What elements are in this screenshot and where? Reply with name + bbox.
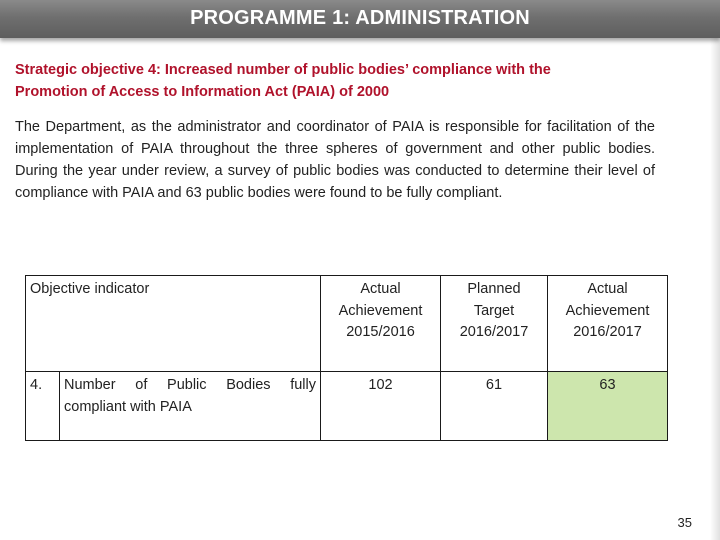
row-indicator: Number of Public Bodies fully compliant with PAIA xyxy=(60,372,321,441)
edge-shadow xyxy=(710,38,720,540)
row-actual-2016-2017: 63 xyxy=(548,372,668,441)
row-actual-2015-2016: 102 xyxy=(321,372,441,441)
objective-line-1: Strategic objective 4: Increased number of public bodies’ compliance with the xyxy=(15,62,551,78)
page-number: 35 xyxy=(677,515,692,530)
table-header-row xyxy=(26,276,668,372)
row-planned-2016-2017: 61 xyxy=(441,372,548,441)
header-bar xyxy=(0,0,720,38)
header-actual-2016-2017: Actual Achievement 2016/2017 xyxy=(548,276,668,372)
row-number: 4. xyxy=(26,372,60,441)
header-objective-indicator: Objective indicator xyxy=(26,276,321,372)
header-planned-2016-2017: Planned Target 2016/2017 xyxy=(441,276,548,372)
body-paragraph: The Department, as the administrator and coordinator of PAIA is responsible for facilitation of the implementation of PAIA throughout the three spheres of government and other public bodies. During the year under review, a survey of public bodies was conducted to determine their level of compliance with PAIA and 63 public bodies were found to be fully compliant. xyxy=(15,119,655,201)
performance-table xyxy=(25,275,668,441)
header-actual-2015-2016: Actual Achievement 2015/2016 xyxy=(321,276,441,372)
objective-line-2: Promotion of Access to Information Act (PAIA) of 2000 xyxy=(15,84,390,100)
page-title: PROGRAMME 1: ADMINISTRATION xyxy=(190,7,530,29)
strategic-objective xyxy=(15,59,675,103)
table-row xyxy=(26,372,668,441)
